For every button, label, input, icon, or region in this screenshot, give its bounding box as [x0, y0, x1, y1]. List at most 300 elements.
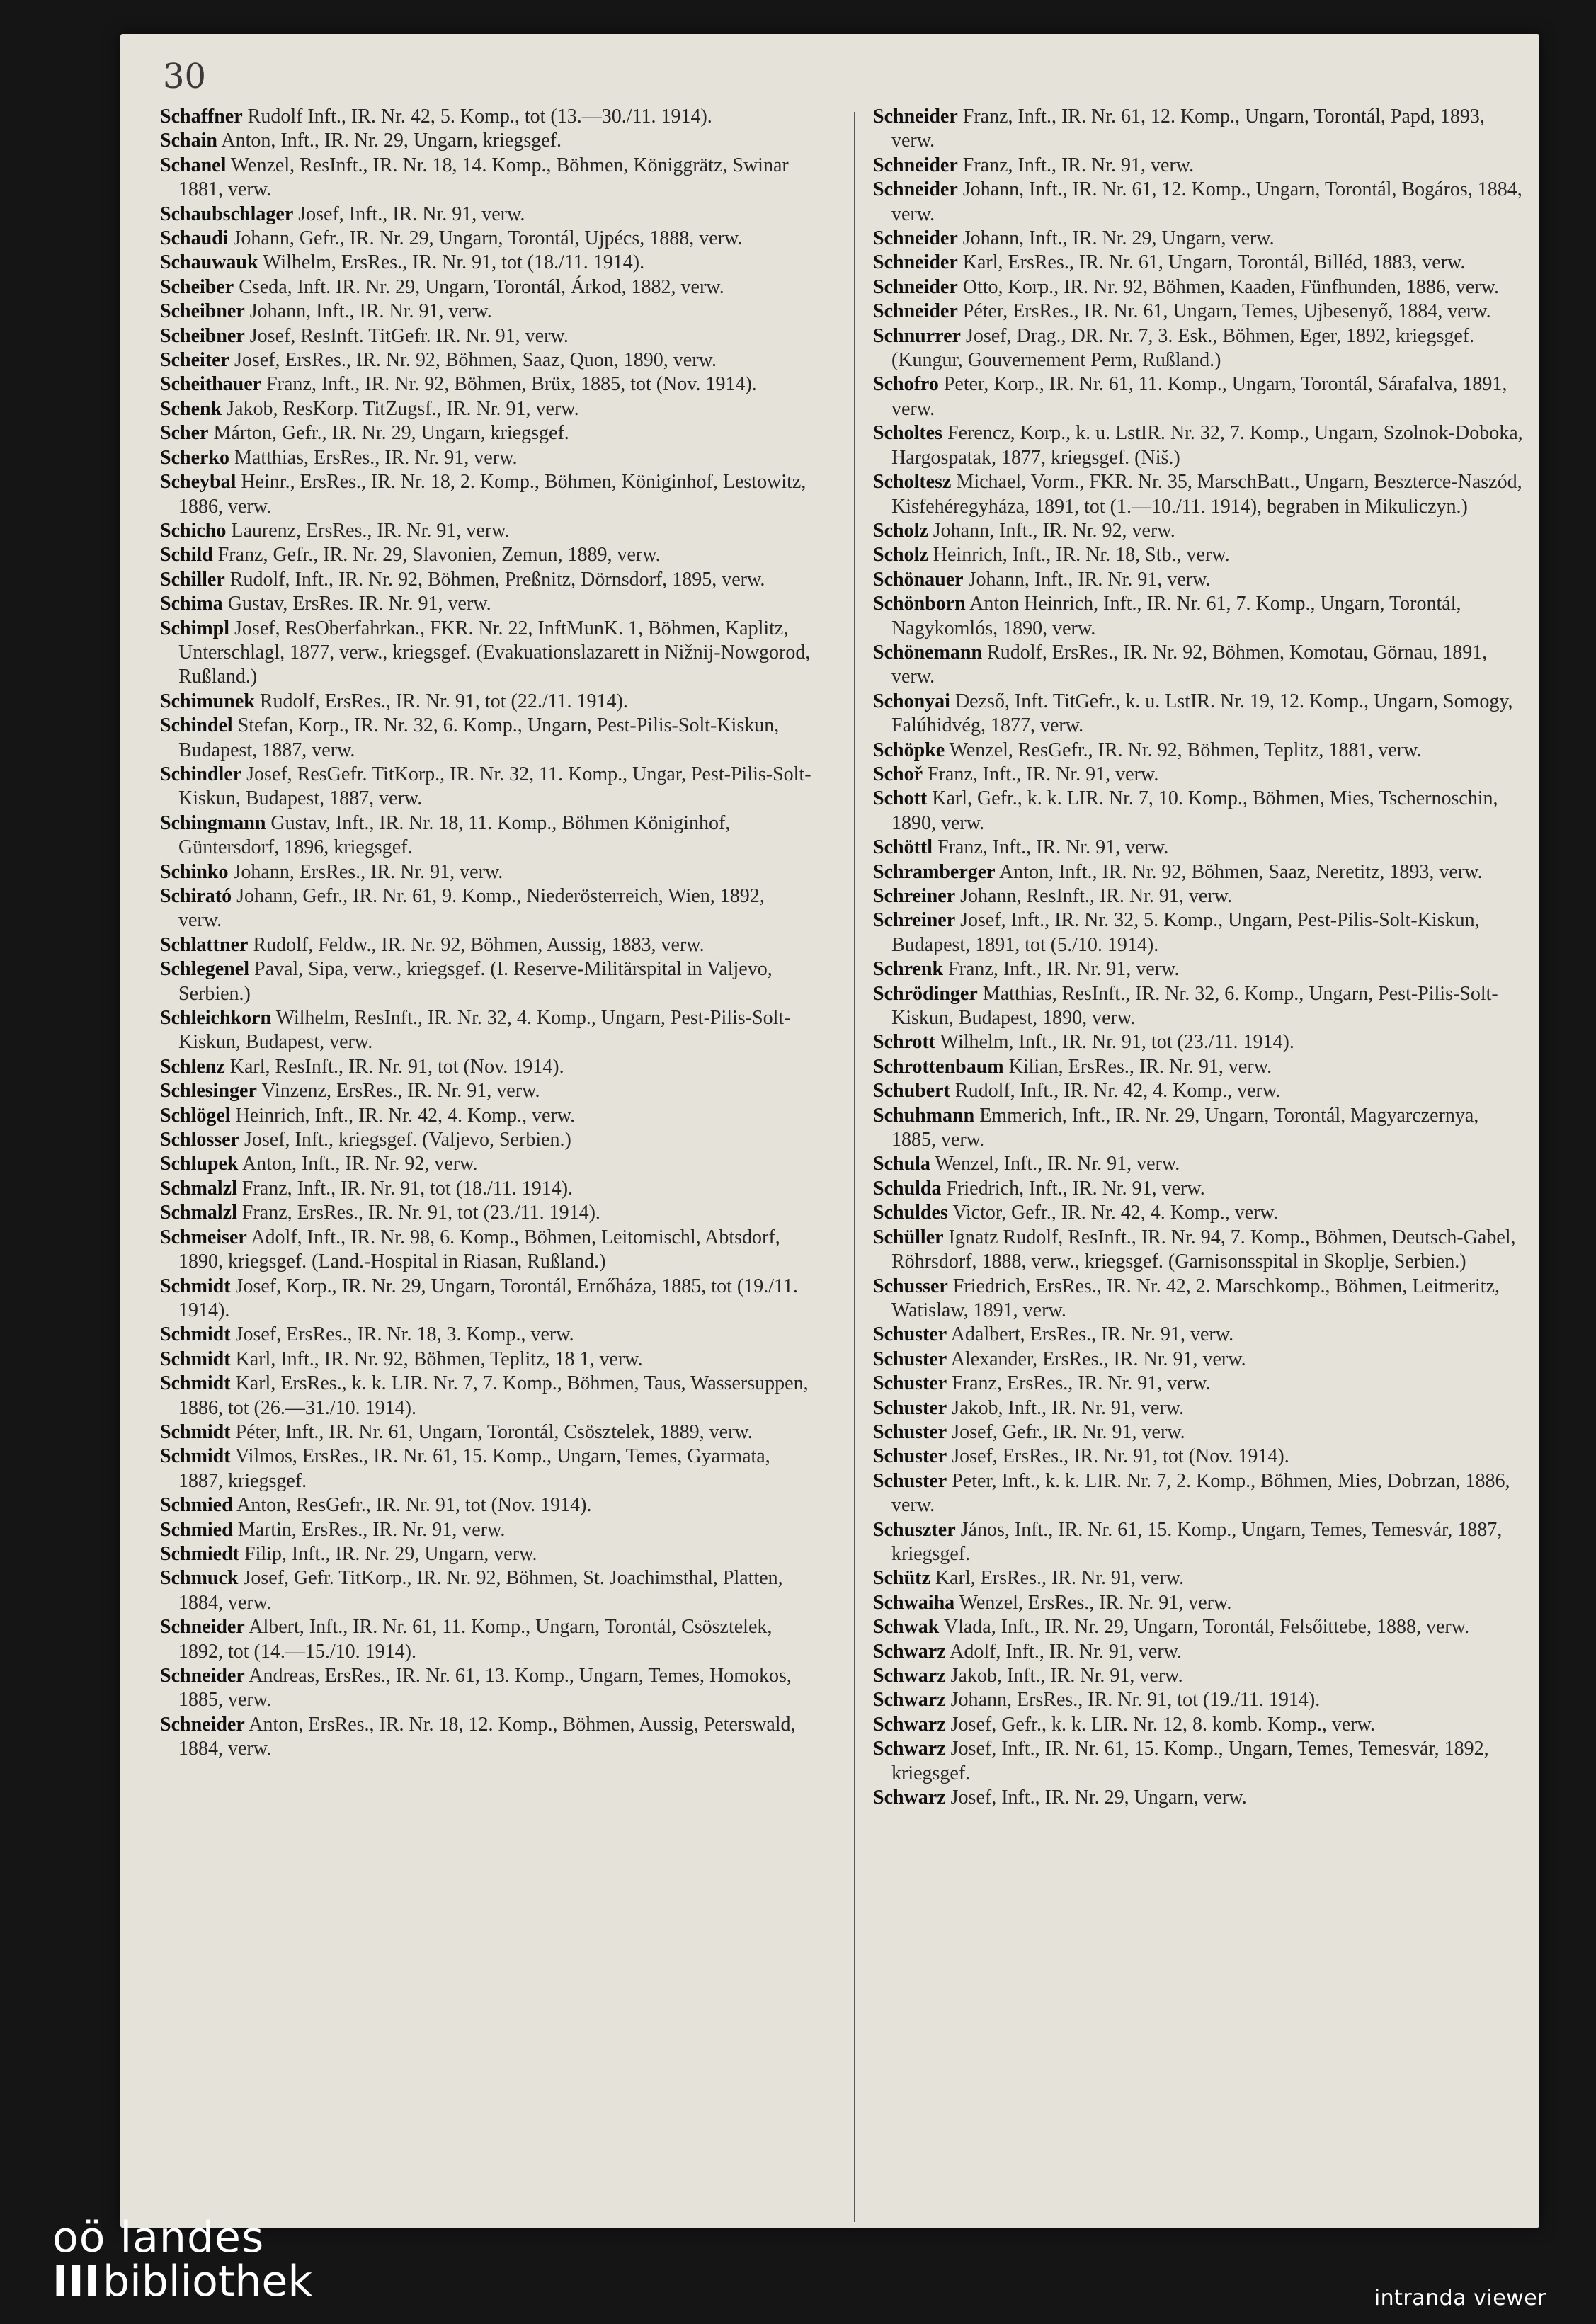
entry-details: Filip, Inft., IR. Nr. 29, Ungarn, verw.	[239, 1542, 537, 1565]
register-entry	[160, 275, 811, 300]
entry-surname: Schuster	[873, 1396, 947, 1419]
entry-details: Josef, ResOberfahrkan., FKR. Nr. 22, InftMunK. 1, Böhmen, Kaplitz, Unterschlagl, 1877, verw., kriegsgef. (Evakuationslazarett in Nižnij-Nowgorod, Rußland.)	[178, 617, 811, 688]
entry-details: Jakob, Inft., IR. Nr. 91, verw.	[947, 1396, 1185, 1419]
entry-surname: Schlupek	[160, 1153, 239, 1175]
entry-details: Rudolf, ErsRes., IR. Nr. 92, Böhmen, Komotau, Görnau, 1891, verw.	[891, 641, 1488, 688]
entry-details: Franz, Gefr., IR. Nr. 29, Slavonien, Zemun, 1889, verw.	[212, 544, 661, 566]
entry-details: Wenzel, ResInft., IR. Nr. 18, 14. Komp., Böhmen, Königgrätz, Swinar 1881, verw.	[178, 154, 789, 201]
register-entry	[873, 1688, 1524, 1712]
entry-details: Wenzel, ResGefr., IR. Nr. 92, Böhmen, Teplitz, 1881, verw.	[945, 739, 1422, 761]
register-entry	[160, 860, 811, 884]
register-entry	[160, 446, 811, 470]
entry-details: Josef, ResInft. TitGefr. IR. Nr. 91, verw.	[244, 324, 569, 347]
entry-surname: Schirató	[160, 885, 232, 907]
entry-details: Ignatz Rudolf, ResInft., IR. Nr. 94, 7. Komp., Böhmen, Deutsch-Gabel, Röhrsdorf, 1888, verw., kriegsgef. (Garnisonsspital in Skoplje, Serbien.)	[891, 1226, 1516, 1273]
entry-details: János, Inft., IR. Nr. 61, 15. Komp., Ungarn, Temes, Temesvár, 1887, kriegsgef.	[891, 1518, 1503, 1565]
entry-surname: Schmied	[160, 1518, 233, 1541]
register-entry	[160, 203, 811, 227]
entry-surname: Schneider	[873, 106, 958, 127]
entry-surname: Schmiedt	[160, 1542, 239, 1565]
entry-details: Johann, Inft., IR. Nr. 61, 12. Komp., Ungarn, Torontál, Bogáros, 1884, verw.	[891, 178, 1522, 225]
register-entry	[160, 811, 811, 860]
entry-surname: Schütz	[873, 1567, 930, 1590]
entry-details: Paval, Sipa, verw., kriegsgef. (I. Reserve-Militärspital in Valjevo, Serbien.)	[178, 958, 773, 1005]
register-entry	[160, 1493, 811, 1517]
entry-surname: Schimunek	[160, 690, 255, 712]
entry-details: Franz, Inft., IR. Nr. 91, tot (18./11. 1914).	[236, 1177, 574, 1200]
entry-surname: Schlögel	[160, 1104, 231, 1127]
entry-surname: Schlenz	[160, 1055, 225, 1078]
entry-details: Franz, Inft., IR. Nr. 91, verw.	[933, 836, 1169, 859]
entry-surname: Schneider	[873, 178, 958, 201]
entry-surname: Schiller	[160, 568, 225, 591]
entry-surname: Schuster	[873, 1445, 947, 1468]
entry-details: Karl, Gefr., k. k. LIR. Nr. 7, 10. Komp., Böhmen, Mies, Tschernoschin, 1890, verw.	[891, 787, 1498, 834]
entry-details: Anton, ErsRes., IR. Nr. 18, 12. Komp., Böhmen, Aussig, Peterswald, 1884, verw.	[178, 1713, 796, 1760]
entry-details: Josef, ErsRes., IR. Nr. 92, Böhmen, Saaz, Quon, 1890, verw.	[229, 349, 717, 372]
register-entry	[160, 1566, 811, 1615]
entry-surname: Schreiner	[873, 909, 956, 932]
entry-details: Wilhelm, ResInft., IR. Nr. 32, 4. Komp., Ungarn, Pest-Pilis-Solt-Kiskun, Budapest, verw.	[178, 1007, 791, 1054]
entry-details: Márton, Gefr., IR. Nr. 29, Ungarn, kriegsgef.	[208, 422, 569, 445]
entry-surname: Schuster	[873, 1348, 947, 1370]
entry-surname: Schramberger	[873, 860, 996, 883]
entry-surname: Scheybal	[160, 471, 236, 494]
entry-details: Dezső, Inft. TitGefr., k. u. LstIR. Nr. 19, 12. Komp., Ungarn, Somogy, Falúhidvég, 1877, verw.	[891, 690, 1513, 737]
register-entry	[160, 1664, 811, 1713]
register-entry	[160, 519, 811, 543]
register-entry	[873, 1420, 1524, 1445]
entry-surname: Schreiner	[873, 885, 956, 907]
entry-surname: Schmied	[160, 1494, 233, 1517]
register-entry	[160, 324, 811, 348]
entry-details: Franz, Inft., IR. Nr. 91, verw.	[923, 763, 1159, 785]
entry-details: Cseda, Inft. IR. Nr. 29, Ungarn, Torontál, Árkod, 1882, verw.	[234, 275, 724, 298]
entry-details: Michael, Vorm., FKR. Nr. 35, MarschBatt., Ungarn, Beszterce-Naszód, Kisfehéregyháza, 1891, tot (1.—10./11. 1914), begraben in Mikuliczyn.)	[891, 471, 1522, 518]
register-entry	[873, 519, 1524, 543]
register-entry	[873, 908, 1524, 957]
register-entry	[160, 397, 811, 421]
register-entry	[160, 1323, 811, 1347]
entry-details: Karl, ErsRes., IR. Nr. 91, verw.	[930, 1567, 1185, 1590]
entry-details: Johann, Gefr., IR. Nr. 29, Ungarn, Torontál, Ujpécs, 1888, verw.	[228, 227, 743, 250]
register-entry	[160, 1445, 811, 1493]
entry-surname: Schwarz	[873, 1713, 946, 1736]
register-entry	[873, 300, 1524, 324]
register-entry	[873, 251, 1524, 275]
entry-details: Victor, Gefr., IR. Nr. 42, 4. Komp., verw.	[947, 1202, 1278, 1224]
register-entry	[873, 1469, 1524, 1518]
entry-details: Matthias, ErsRes., IR. Nr. 91, verw.	[229, 446, 518, 469]
entry-surname: Scheiber	[160, 275, 234, 298]
register-entry	[873, 1201, 1524, 1225]
entry-surname: Schlegenel	[160, 958, 249, 981]
register-entry	[873, 641, 1524, 690]
register-entry	[160, 1372, 811, 1420]
entry-surname: Schneider	[160, 1665, 245, 1687]
entry-surname: Scheibner	[160, 300, 245, 323]
library-logo[interactable]	[52, 2213, 313, 2306]
entry-surname: Schuszter	[873, 1518, 956, 1541]
entry-surname: Schwaiha	[873, 1591, 955, 1614]
register-entry	[873, 1152, 1524, 1176]
entry-details: Heinrich, Inft., IR. Nr. 42, 4. Komp., verw.	[230, 1104, 576, 1127]
entry-surname: Schneider	[160, 1713, 245, 1736]
entry-details: Josef, Inft., IR. Nr. 61, 15. Komp., Ungarn, Temes, Temesvár, 1892, kriegsgef.	[891, 1738, 1489, 1784]
entry-details: Adalbert, ErsRes., IR. Nr. 91, verw.	[947, 1323, 1234, 1346]
register-entry	[160, 372, 811, 397]
register-entry	[873, 592, 1524, 641]
entry-details: Josef, Korp., IR. Nr. 29, Ungarn, Torontál, Ernőháza, 1885, tot (19./11. 1914).	[178, 1275, 798, 1321]
entry-details: Rudolf, Inft., IR. Nr. 92, Böhmen, Preßnitz, Dörnsdorf, 1895, verw.	[224, 568, 765, 591]
entry-details: Péter, Inft., IR. Nr. 61, Ungarn, Torontál, Csösztelek, 1889, verw.	[230, 1420, 753, 1443]
entry-surname: Schmidt	[160, 1420, 231, 1443]
entry-surname: Schindler	[160, 763, 242, 785]
entry-surname: Schönauer	[873, 568, 964, 591]
register-entry	[873, 787, 1524, 836]
entry-surname: Schlesinger	[160, 1080, 257, 1103]
entry-details: Ferencz, Korp., k. u. LstIR. Nr. 32, 7. Komp., Ungarn, Szolnok-Doboka, Hargospatak, 1877, kriegsgef. (Niš.)	[891, 422, 1523, 469]
entry-surname: Schofro	[873, 373, 939, 396]
entry-details: Josef, Inft., kriegsgef. (Valjevo, Serbien.)	[239, 1129, 571, 1151]
entry-surname: Schubert	[873, 1080, 950, 1103]
entry-surname: Schulda	[873, 1177, 942, 1200]
register-entry	[160, 1615, 811, 1664]
register-entry	[160, 1006, 811, 1055]
entry-details: Franz, ErsRes., IR. Nr. 91, tot (23./11. 1914).	[236, 1202, 600, 1224]
entry-details: Josef, Drag., DR. Nr. 7, 3. Esk., Böhmen, Eger, 1892, kriegsgef. (Kungur, Gouvernement Perm, Rußland.)	[891, 324, 1475, 372]
logo-line2: bibliothek	[102, 2257, 313, 2306]
entry-details: Josef, ResGefr. TitKorp., IR. Nr. 32, 11. Komp., Ungar, Pest-Pilis-Solt-Kiskun, Budapest, 1887, verw.	[178, 763, 811, 810]
entry-details: Johann, ResInft., IR. Nr. 91, verw.	[955, 885, 1233, 907]
entry-surname: Schneider	[873, 154, 958, 176]
entry-details: Gustav, ErsRes. IR. Nr. 91, verw.	[222, 593, 491, 615]
entry-details: Wilhelm, ErsRes., IR. Nr. 91, tot (18./11. 1914).	[258, 251, 645, 274]
register-entry	[873, 884, 1524, 908]
entry-details: Johann, ErsRes., IR. Nr. 91, tot (19./11. 1914).	[945, 1689, 1321, 1711]
entry-surname: Schuldes	[873, 1202, 948, 1224]
entry-details: Anton, Inft., IR. Nr. 29, Ungarn, kriegsgef.	[217, 130, 562, 152]
scanned-page	[120, 34, 1539, 2228]
entry-details: Stefan, Korp., IR. Nr. 32, 6. Komp., Ungarn, Pest-Pilis-Solt-Kiskun, Budapest, 1887, verw.	[178, 714, 780, 761]
entry-surname: Scholtes	[873, 422, 942, 445]
register-entry	[160, 568, 811, 592]
entry-details: Josef, ErsRes., IR. Nr. 18, 3. Komp., verw.	[230, 1323, 574, 1346]
entry-details: Anton, Inft., IR. Nr. 92, Böhmen, Saaz, Neretitz, 1893, verw.	[995, 860, 1483, 883]
entry-details: Anton, ResGefr., IR. Nr. 91, tot (Nov. 1914).	[232, 1494, 592, 1517]
register-entry	[873, 1713, 1524, 1737]
viewer-label: intranda viewer	[1374, 2286, 1546, 2311]
entry-details: Andreas, ErsRes., IR. Nr. 61, 13. Komp., Ungarn, Temes, Homokos, 1885, verw.	[178, 1665, 792, 1711]
entry-details: Wenzel, Inft., IR. Nr. 91, verw.	[930, 1153, 1180, 1175]
entry-surname: Schwarz	[873, 1640, 946, 1663]
register-entry	[873, 1177, 1524, 1201]
register-entry	[873, 739, 1524, 763]
register-entry	[873, 154, 1524, 178]
register-entry	[873, 275, 1524, 300]
register-entry	[160, 1420, 811, 1445]
entry-surname: Scheibner	[160, 324, 245, 347]
entry-surname: Schnurrer	[873, 324, 961, 347]
logo-line2-wrap	[52, 2257, 313, 2306]
entry-surname: Schaffner	[160, 106, 243, 127]
register-entry	[873, 1640, 1524, 1664]
entry-surname: Schaubschlager	[160, 203, 294, 225]
entry-surname: Schuster	[873, 1469, 947, 1492]
entry-details: Peter, Korp., IR. Nr. 61, 11. Komp., Ungarn, Torontál, Sárafalva, 1891, verw.	[891, 373, 1507, 420]
entry-details: Gustav, Inft., IR. Nr. 18, 11. Komp., Böhmen Königinhof, Güntersdorf, 1896, kriegsgef.	[178, 811, 731, 859]
entry-details: Péter, ErsRes., IR. Nr. 61, Ungarn, Temes, Ujbesenyő, 1884, verw.	[957, 300, 1491, 323]
register-entry	[160, 1226, 811, 1275]
register-entry	[160, 690, 811, 714]
entry-details: Karl, ErsRes., k. k. LIR. Nr. 7, 7. Komp., Böhmen, Taus, Wassersuppen, 1886, tot (26.—31./10. 1914).	[178, 1372, 809, 1419]
register-entry	[160, 1518, 811, 1542]
entry-surname: Schuhmann	[873, 1104, 975, 1127]
register-entry	[160, 1275, 811, 1323]
register-entry	[873, 1348, 1524, 1372]
entry-surname: Schula	[873, 1153, 930, 1175]
entry-surname: Schonyai	[873, 690, 950, 712]
register-entry	[160, 592, 811, 616]
register-entry	[873, 105, 1524, 154]
entry-surname: Schild	[160, 544, 213, 566]
entry-surname: Schmidt	[160, 1445, 231, 1468]
register-entry	[873, 1226, 1524, 1275]
entry-surname: Schmalzl	[160, 1177, 237, 1200]
register-entry	[873, 178, 1524, 227]
register-entry	[873, 690, 1524, 739]
entry-surname: Schwak	[873, 1616, 940, 1639]
entry-surname: Scheithauer	[160, 373, 262, 396]
entry-surname: Schmalzl	[160, 1202, 237, 1224]
entry-details: Jakob, ResKorp. TitZugsf., IR. Nr. 91, verw.	[222, 397, 579, 420]
entry-details: Karl, ErsRes., IR. Nr. 61, Ungarn, Torontál, Billéd, 1883, verw.	[957, 251, 1466, 274]
entry-details: Josef, Gefr., IR. Nr. 91, verw.	[947, 1420, 1185, 1443]
entry-surname: Schuster	[873, 1420, 947, 1443]
entry-surname: Schmeiser	[160, 1226, 247, 1248]
register-entry	[160, 300, 811, 324]
register-entry	[160, 957, 811, 1006]
entry-details: Albert, Inft., IR. Nr. 61, 11. Komp., Ungarn, Torontál, Csösztelek, 1892, tot (14.—15./10. 1914).	[178, 1616, 773, 1663]
entry-surname: Schmidt	[160, 1372, 231, 1395]
entry-details: Josef, Gefr. TitKorp., IR. Nr. 92, Böhmen, St. Joachimsthal, Platten, 1884, verw.	[178, 1567, 783, 1614]
entry-surname: Schuster	[873, 1372, 947, 1395]
register-entry	[873, 1055, 1524, 1079]
entry-details: Karl, Inft., IR. Nr. 92, Böhmen, Teplitz, 18 1, verw.	[230, 1348, 643, 1370]
register-entry	[160, 1177, 811, 1201]
entry-details: Friedrich, Inft., IR. Nr. 91, verw.	[941, 1177, 1205, 1200]
entry-surname: Schneider	[160, 1616, 245, 1639]
register-entry	[873, 1615, 1524, 1639]
register-entry	[160, 251, 811, 275]
entry-surname: Schlattner	[160, 933, 249, 956]
entry-surname: Schwarz	[873, 1689, 946, 1711]
entry-details: Franz, Inft., IR. Nr. 91, verw.	[943, 958, 1180, 981]
entry-surname: Schwarz	[873, 1738, 946, 1760]
page-number: 30	[163, 57, 207, 96]
left-column	[160, 105, 811, 1762]
entry-details: Heinr., ErsRes., IR. Nr. 18, 2. Komp., Böhmen, Königinhof, Lestowitz, 1886, verw.	[178, 471, 806, 518]
register-entry	[160, 1079, 811, 1103]
register-entry	[873, 1275, 1524, 1323]
register-entry	[873, 1323, 1524, 1347]
entry-details: Wenzel, ErsRes., IR. Nr. 91, verw.	[954, 1591, 1232, 1614]
entry-surname: Scholtesz	[873, 471, 952, 494]
entry-surname: Scherko	[160, 446, 229, 469]
register-entry	[873, 324, 1524, 373]
entry-surname: Schneider	[873, 251, 958, 274]
logo-line1: oö landes	[52, 2213, 265, 2262]
entry-surname: Schmidt	[160, 1275, 231, 1297]
entry-surname: Schrott	[873, 1031, 936, 1054]
entry-details: Anton Heinrich, Inft., IR. Nr. 61, 7. Komp., Ungarn, Torontál, Nagykomlós, 1890, verw.	[891, 593, 1461, 639]
entry-details: Rudolf, Inft., IR. Nr. 42, 4. Komp., verw.	[950, 1080, 1281, 1103]
register-entry	[160, 933, 811, 957]
register-entry	[873, 836, 1524, 860]
entry-surname: Schanel	[160, 154, 227, 176]
register-entry	[160, 1542, 811, 1566]
entry-surname: Schönemann	[873, 641, 983, 663]
entry-details: Franz, Inft., IR. Nr. 91, verw.	[957, 154, 1195, 176]
entry-surname: Scholz	[873, 544, 928, 566]
entry-details: Alexander, ErsRes., IR. Nr. 91, verw.	[947, 1348, 1246, 1370]
entry-details: Rudolf, Feldw., IR. Nr. 92, Böhmen, Aussig, 1883, verw.	[248, 933, 705, 956]
register-entry	[873, 1445, 1524, 1469]
entry-details: Anton, Inft., IR. Nr. 92, verw.	[238, 1153, 478, 1175]
entry-details: Adolf, Inft., IR. Nr. 98, 6. Komp., Böhmen, Leitomischl, Abtsdorf, 1890, kriegsgef. (Land.-Hospital in Riasan, Rußland.)	[178, 1226, 780, 1273]
entry-surname: Schwarz	[873, 1787, 946, 1809]
entry-details: Otto, Korp., IR. Nr. 92, Böhmen, Kaaden, Fünfhunden, 1886, verw.	[957, 275, 1499, 298]
entry-surname: Schinko	[160, 860, 229, 883]
entry-surname: Schaudi	[160, 227, 229, 250]
register-entry	[160, 1152, 811, 1176]
entry-surname: Schusser	[873, 1275, 948, 1297]
register-entry	[873, 860, 1524, 884]
register-entry	[873, 1372, 1524, 1396]
entry-surname: Schneider	[873, 300, 958, 323]
entry-surname: Schöpke	[873, 739, 945, 761]
register-entry	[160, 763, 811, 811]
register-entry	[873, 982, 1524, 1031]
entry-details: Johann, Inft., IR. Nr. 29, Ungarn, verw.	[957, 227, 1275, 250]
register-entry	[873, 1396, 1524, 1420]
entry-details: Johann, Inft., IR. Nr. 91, verw.	[963, 568, 1211, 591]
entry-details: Rudolf, ErsRes., IR. Nr. 91, tot (22./11. 1914).	[254, 690, 628, 712]
register-entry	[160, 1104, 811, 1128]
register-entry	[160, 348, 811, 372]
entry-details: Josef, Inft., IR. Nr. 91, verw.	[293, 203, 525, 225]
register-entry	[160, 1128, 811, 1152]
entry-details: Josef, Inft., IR. Nr. 32, 5. Komp., Ungarn, Pest-Pilis-Solt-Kiskun, Budapest, 1891, tot (5./10. 1914).	[891, 909, 1480, 956]
entry-surname: Schott	[873, 787, 928, 810]
entry-surname: Schönborn	[873, 593, 966, 615]
register-entry	[873, 1737, 1524, 1786]
register-entry	[873, 227, 1524, 251]
register-entry	[160, 1713, 811, 1762]
entry-surname: Schoř	[873, 763, 923, 785]
entry-surname: Schima	[160, 593, 223, 615]
register-entry	[160, 884, 811, 933]
entry-surname: Schleichkorn	[160, 1007, 272, 1030]
entry-details: Johann, Gefr., IR. Nr. 61, 9. Komp., Niederösterreich, Wien, 1892, verw.	[178, 885, 765, 932]
entry-surname: Schneider	[873, 227, 958, 250]
register-entry	[160, 1201, 811, 1225]
entry-details: Jakob, Inft., IR. Nr. 91, verw.	[945, 1665, 1183, 1687]
entry-surname: Schmuck	[160, 1567, 239, 1590]
column-divider	[854, 112, 855, 2222]
entry-surname: Scher	[160, 422, 209, 445]
entry-details: Vlada, Inft., IR. Nr. 29, Ungarn, Torontál, Felsőittebe, 1888, verw.	[939, 1616, 1470, 1639]
entry-surname: Schain	[160, 130, 217, 152]
entry-surname: Schrödinger	[873, 982, 978, 1005]
entry-details: Johann, Inft., IR. Nr. 91, verw.	[244, 300, 492, 323]
register-entry	[873, 1030, 1524, 1054]
right-column	[873, 105, 1524, 1810]
register-entry	[873, 1786, 1524, 1810]
entry-surname: Schingmann	[160, 811, 266, 834]
entry-details: Franz, ErsRes., IR. Nr. 91, verw.	[947, 1372, 1211, 1395]
entry-surname: Schwarz	[873, 1665, 946, 1687]
register-entry	[873, 1079, 1524, 1103]
register-entry	[160, 714, 811, 763]
entry-details: Karl, ResInft., IR. Nr. 91, tot (Nov. 1914).	[224, 1055, 564, 1078]
entry-details: Rudolf Inft., IR. Nr. 42, 5. Komp., tot (13.—30./11. 1914).	[242, 106, 712, 127]
entry-surname: Schüller	[873, 1226, 944, 1248]
entry-details: Heinrich, Inft., IR. Nr. 18, Stb., verw.	[928, 544, 1230, 566]
entry-surname: Schöttl	[873, 836, 933, 859]
entry-surname: Schindel	[160, 714, 233, 737]
register-entry	[160, 617, 811, 690]
register-entry	[873, 543, 1524, 567]
entry-details: Laurenz, ErsRes., IR. Nr. 91, verw.	[226, 519, 510, 542]
entry-details: Emmerich, Inft., IR. Nr. 29, Ungarn, Torontál, Magyarczernya, 1885, verw.	[891, 1104, 1479, 1151]
entry-details: Martin, ErsRes., IR. Nr. 91, verw.	[232, 1518, 506, 1541]
register-entry	[873, 1104, 1524, 1153]
register-entry	[873, 470, 1524, 519]
register-entry	[160, 1348, 811, 1372]
entry-details: Vilmos, ErsRes., IR. Nr. 61, 15. Komp., Ungarn, Temes, Gyarmata, 1887, kriegsgef.	[178, 1445, 770, 1492]
entry-details: Johann, Inft., IR. Nr. 92, verw.	[928, 519, 1175, 542]
register-entry	[873, 957, 1524, 981]
register-entry	[160, 154, 811, 203]
register-entry	[873, 1591, 1524, 1615]
register-entry	[873, 372, 1524, 421]
entry-surname: Schicho	[160, 519, 227, 542]
entry-details: Wilhelm, Inft., IR. Nr. 91, tot (23./11. 1914).	[935, 1031, 1294, 1054]
register-entry	[873, 1518, 1524, 1567]
entry-details: Franz, Inft., IR. Nr. 92, Böhmen, Brüx, 1885, tot (Nov. 1914).	[261, 373, 757, 396]
entry-details: Josef, Inft., IR. Nr. 29, Ungarn, verw.	[945, 1787, 1247, 1809]
entry-surname: Schmidt	[160, 1323, 231, 1346]
entry-surname: Schimpl	[160, 617, 230, 639]
register-entry	[873, 568, 1524, 592]
entry-details: Adolf, Inft., IR. Nr. 91, verw.	[945, 1640, 1182, 1663]
entry-surname: Schenk	[160, 397, 222, 420]
entry-details: Josef, Gefr., k. k. LIR. Nr. 12, 8. komb. Komp., verw.	[945, 1713, 1375, 1736]
entry-details: Kilian, ErsRes., IR. Nr. 91, verw.	[1003, 1055, 1272, 1078]
entry-surname: Schmidt	[160, 1348, 231, 1370]
register-entry	[873, 1664, 1524, 1688]
entry-surname: Schrottenbaum	[873, 1055, 1004, 1078]
register-entry	[160, 129, 811, 153]
entry-surname: Schuster	[873, 1323, 947, 1346]
register-entry	[160, 543, 811, 567]
register-entry	[160, 1055, 811, 1079]
entry-details: Matthias, ResInft., IR. Nr. 32, 6. Komp., Ungarn, Pest-Pilis-Solt-Kiskun, Budapest, 1890, verw.	[891, 982, 1498, 1030]
entry-details: Josef, ErsRes., IR. Nr. 91, tot (Nov. 1914).	[947, 1445, 1289, 1468]
register-entry	[160, 470, 811, 519]
entry-surname: Schneider	[873, 275, 958, 298]
